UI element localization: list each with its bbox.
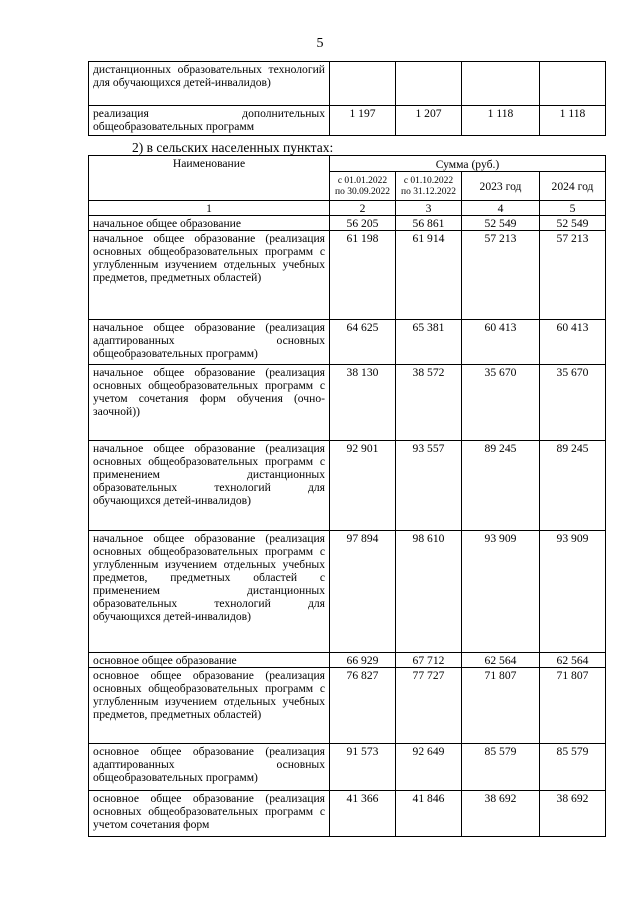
row-name: начальное общее образование (реализация адаптированных основных общеобразовательных программ) <box>89 320 330 365</box>
value-cell: 85 579 <box>462 744 540 791</box>
value-cell: 65 381 <box>396 320 462 365</box>
value-cell <box>540 62 606 106</box>
row-name: реализация дополнительных общеобразовательных программ <box>89 106 330 136</box>
value-cell: 57 213 <box>540 231 606 320</box>
value-cell: 93 909 <box>540 531 606 653</box>
value-cell: 41 846 <box>396 791 462 837</box>
value-cell: 1 118 <box>540 106 606 136</box>
value-cell: 76 827 <box>330 668 396 744</box>
column-number: 2 <box>330 201 396 216</box>
value-cell: 61 914 <box>396 231 462 320</box>
value-cell: 56 205 <box>330 216 396 231</box>
value-cell: 85 579 <box>540 744 606 791</box>
value-cell: 93 557 <box>396 441 462 531</box>
column-number: 5 <box>540 201 606 216</box>
value-cell: 89 245 <box>540 441 606 531</box>
table-row <box>89 320 606 365</box>
column-number: 3 <box>396 201 462 216</box>
table-row <box>89 106 606 136</box>
table-row <box>89 216 606 231</box>
value-cell: 35 670 <box>462 365 540 441</box>
value-cell: 1 197 <box>330 106 396 136</box>
table-row <box>89 365 606 441</box>
row-name: начальное общее образование <box>89 216 330 231</box>
value-cell: 60 413 <box>462 320 540 365</box>
table-row <box>89 791 606 837</box>
value-cell: 41 366 <box>330 791 396 837</box>
row-name: дистанционных образовательных технологий для обучающихся детей-инвалидов) <box>89 62 330 106</box>
value-cell <box>462 62 540 106</box>
value-cell: 92 649 <box>396 744 462 791</box>
table-row <box>89 531 606 653</box>
value-cell: 52 549 <box>540 216 606 231</box>
value-cell: 57 213 <box>462 231 540 320</box>
value-cell: 38 692 <box>540 791 606 837</box>
row-name: начальное общее образование (реализация основных общеобразовательных программ с применением дистанционных образовательных технологий для обучающихся детей-инвалидов) <box>89 441 330 531</box>
value-cell: 64 625 <box>330 320 396 365</box>
value-cell: 52 549 <box>462 216 540 231</box>
value-cell: 62 564 <box>462 653 540 668</box>
value-cell: 60 413 <box>540 320 606 365</box>
value-cell <box>330 62 396 106</box>
value-cell: 92 901 <box>330 441 396 531</box>
value-cell: 35 670 <box>540 365 606 441</box>
row-name: начальное общее образование (реализация основных общеобразовательных программ с учетом сочетания форм обучения (очно-заочной)) <box>89 365 330 441</box>
table-row <box>89 653 606 668</box>
header-period-2: с 01.10.2022 по 31.12.2022 <box>396 172 462 201</box>
header-year-2023: 2023 год <box>462 172 540 201</box>
row-name: основное общее образование (реализация адаптированных основных общеобразовательных программ) <box>89 744 330 791</box>
row-name: начальное общее образование (реализация основных общеобразовательных программ с углубленным изучением отдельных учебных предметов, предметных областей с применением дистанционных образовательных технологий для обучающихся детей-инвалидов) <box>89 531 330 653</box>
value-cell: 66 929 <box>330 653 396 668</box>
value-cell: 77 727 <box>396 668 462 744</box>
header-row <box>89 156 606 172</box>
value-cell: 93 909 <box>462 531 540 653</box>
value-cell <box>396 62 462 106</box>
column-number: 1 <box>89 201 330 216</box>
row-name: начальное общее образование (реализация основных общеобразовательных программ с углубленным изучением отдельных учебных предметов, предметных областей) <box>89 231 330 320</box>
row-name: основное общее образование (реализация основных общеобразовательных программ с учетом сочетания форм <box>89 791 330 837</box>
value-cell: 56 861 <box>396 216 462 231</box>
page-number: 5 <box>316 36 324 51</box>
value-cell: 61 198 <box>330 231 396 320</box>
header-year-2024: 2024 год <box>540 172 606 201</box>
section-title: 2) в сельских населенных пунктах: <box>132 140 334 155</box>
value-cell: 71 807 <box>540 668 606 744</box>
value-cell: 1 207 <box>396 106 462 136</box>
value-cell: 89 245 <box>462 441 540 531</box>
value-cell: 38 692 <box>462 791 540 837</box>
header-sum: Сумма (руб.) <box>330 156 606 172</box>
value-cell: 97 894 <box>330 531 396 653</box>
value-cell: 67 712 <box>396 653 462 668</box>
value-cell: 62 564 <box>540 653 606 668</box>
table-row <box>89 744 606 791</box>
row-name: основное общее образование (реализация основных общеобразовательных программ с углубленным изучением отдельных учебных предметов, предметных областей) <box>89 668 330 744</box>
value-cell: 38 572 <box>396 365 462 441</box>
column-number-row <box>89 201 606 216</box>
column-number: 4 <box>462 201 540 216</box>
row-name: основное общее образование <box>89 653 330 668</box>
value-cell: 71 807 <box>462 668 540 744</box>
top-table-continuation <box>88 61 606 136</box>
value-cell: 91 573 <box>330 744 396 791</box>
rural-amounts-table <box>88 155 606 837</box>
table-row <box>89 668 606 744</box>
table-row <box>89 441 606 531</box>
header-period-1: с 01.01.2022 по 30.09.2022 <box>330 172 396 201</box>
table-row <box>89 231 606 320</box>
value-cell: 38 130 <box>330 365 396 441</box>
value-cell: 98 610 <box>396 531 462 653</box>
table-row <box>89 62 606 106</box>
value-cell: 1 118 <box>462 106 540 136</box>
header-name: Наименование <box>89 156 330 201</box>
